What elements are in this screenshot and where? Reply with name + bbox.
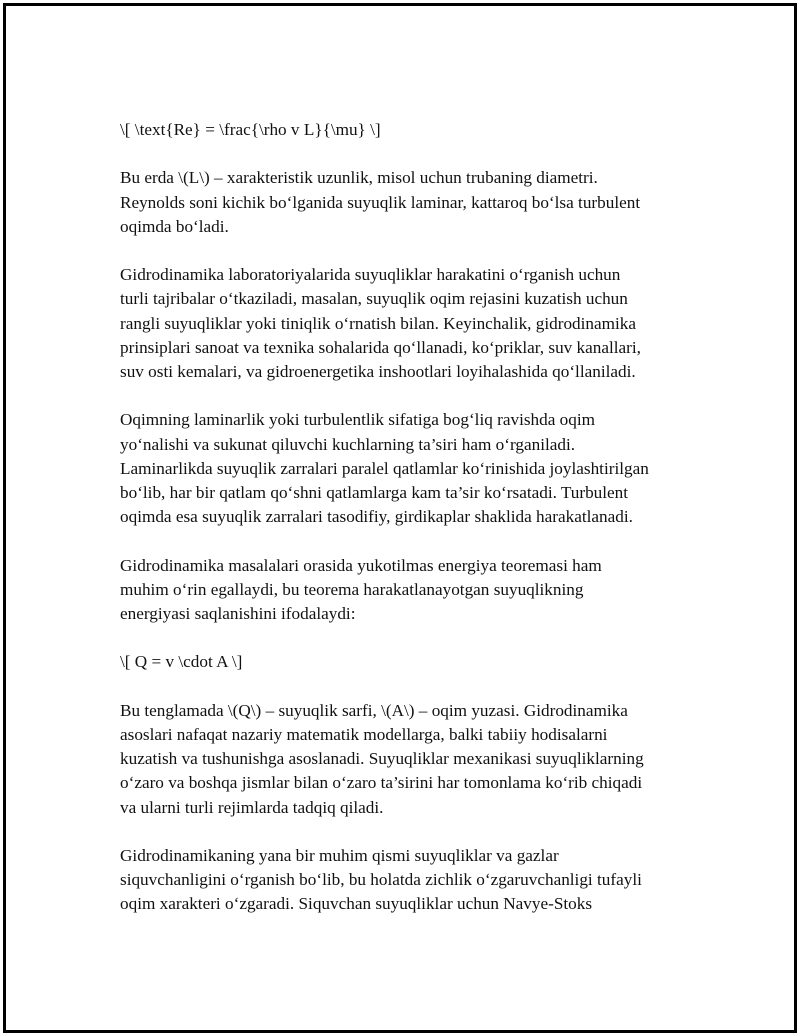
document-body (120, 118, 720, 941)
formula-flow-rate: \[ Q = v \cdot A \] (120, 652, 243, 672)
paragraph-energy-theorem: Gidrodinamika masalalari orasida yukotilmas energiya teoremasi ham muhim o‘rin egallaydi, bu teorema harakatlanayotgan suyuqlikning energiyasi saqlanishini ifodalaydi: (120, 555, 602, 623)
paragraph-laminar-turbulent: Oqimning laminarlik yoki turbulentlik sifatiga bog‘liq ravishda oqim yo‘nalishi va sukunat qiluvchi kuchlarning ta’siri ham o‘rganiladi. Laminarlikda suyuqlik zarralari paralel qatlamlar ko‘rinishida joylashtirilgan bo‘lib, har bir qatlam qo‘shni qatlamlarga kam ta’sir ko‘rsatadi. Turbulent oqimda esa suyuqlik zarralari tasodifiy, girdikaplar shaklida harakatlanadi. (120, 410, 649, 527)
paragraph-laboratory: Gidrodinamika laboratoriyalarida suyuqliklar harakatini o‘rganish uchun turli tajribalar o‘tkaziladi, masalan, suyuqlik oqim rejasini kuzatish uchun rangli suyuqliklar yoki tiniqlik o‘rnatish bilan. Keyinchalik, gidrodinamika prinsiplari sanoat va texnika sohalarida qo‘llanadi, ko‘priklar, suv kanallari, suv osti kemalari, va gidroenergetika inshootlari loyihalashida qo‘llaniladi. (120, 265, 641, 381)
paragraph-flow-rate-explanation: Bu tenglamada \(Q\) – suyuqlik sarfi, \(A\) – oqim yuzasi. Gidrodinamika asoslari nafaqat nazariy matematik modellarga, balki tabiiy hodisalarni kuzatish va tushunishga asoslanadi. Suyuqliklar mexanikasi suyuqliklarning o‘zaro va boshqa jismlar bilan o‘zaro ta’sirini har tomonlama ko‘rib chiqadi va ularni turli rejimlarda tadqiq qiladi. (120, 700, 644, 817)
paragraph-compressibility: Gidrodinamikaning yana bir muhim qismi suyuqliklar va gazlar siquvchanligini o‘rganish bo‘lib, bu holatda zichlik o‘zgaruvchanligi tufayli oqim xarakteri o‘zgaradi. Siquvchan suyuqliklar uchun Navye-Stoks (120, 845, 642, 914)
formula-reynolds: \[ \text{Re} = \frac{\rho v L}{\mu} \] (120, 120, 381, 139)
page-frame (3, 3, 797, 1033)
paragraph-reynolds-explanation: Bu erda \(L\) – xarakteristik uzunlik, misol uchun trubaning diametri. Reynolds soni kichik bo‘lganida suyuqlik laminar, kattaroq bo‘lsa turbulent oqimda bo‘ladi. (120, 168, 641, 236)
